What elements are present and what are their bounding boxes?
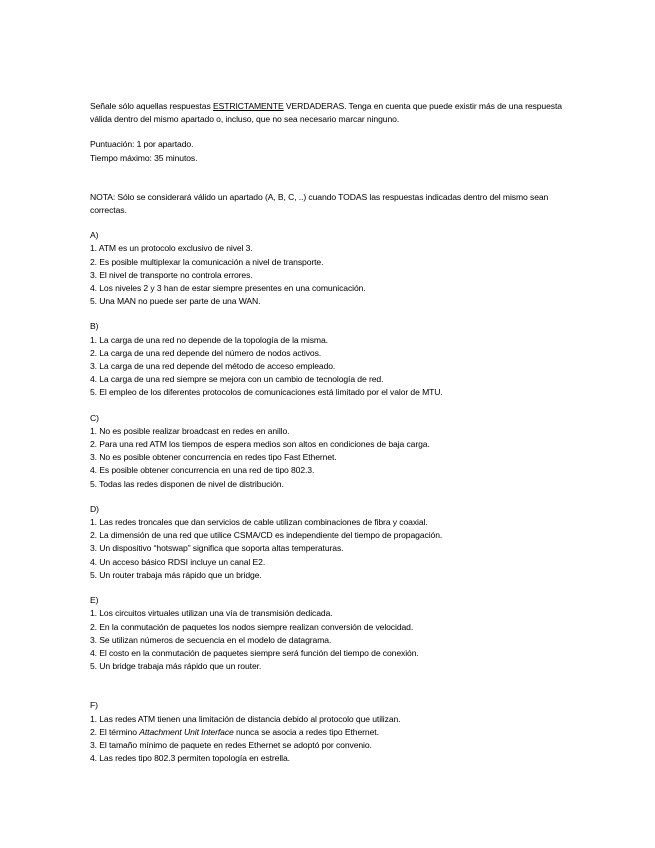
section-label: B) [90,321,99,332]
section-e [90,594,570,673]
list-item: 1. ATM es un protocolo exclusivo de nivel 3. [90,243,253,254]
list-item: 1. Los circuitos virtuales utilizan una vía de transmisión dedicada. [90,608,333,619]
list-item: 5. Un bridge trabaja más rápido que un router. [90,661,262,672]
list-item-text-start: 2. El término [90,726,140,737]
time-limit-line: Tiempo máximo: 35 minutos. [90,152,198,163]
list-item: 1. Las redes troncales que dan servicios de cable utilizan combinaciones de fibra y coaxial. [90,517,428,528]
list-item: 4. Un acceso básico RDSI incluye un canal E2. [90,556,266,567]
instructions-paragraph [90,100,570,126]
list-item: 2. La dimensión de una red que utilice CSMA/CD es independiente del tiempo de propagación. [90,530,443,541]
list-item: 3. Un dispositivo “hotswap” significa que soporta altas temperaturas. [90,543,344,554]
section-c [90,412,570,491]
list-item: 5. El empleo de los diferentes protocolos de comunicaciones está limitado por el valor de MTU. [90,387,443,398]
instructions-emphasis: ESTRICTAMENTE [212,101,284,111]
list-item: 2. La carga de una red depende del número de nodos activos. [90,347,322,358]
section-label: D) [90,503,99,514]
spacer [90,165,570,191]
section-f [90,699,570,765]
section-label: E) [90,595,99,606]
list-item: 2. Es posible multiplexar la comunicación a nivel de transporte. [90,256,324,267]
list-item: 4. Las redes tipo 802.3 permiten topología en estrella. [90,753,290,764]
list-item: 3. Se utilizan números de secuencia en el modelo de datagrama. [90,634,332,645]
list-item: 4. Los niveles 2 y 3 han de estar siempre presentes en una comunicación. [90,283,366,294]
list-item: 4. La carga de una red siempre se mejora con un cambio de tecnología de red. [90,374,384,385]
section-d [90,503,570,582]
spacer [90,400,570,412]
list-item: 5. Una MAN no puede ser parte de una WAN. [90,296,261,307]
list-item: 1. Las redes ATM tienen una limitación de distancia debido al protocolo que utilizan. [90,713,401,724]
spacer [90,582,570,594]
list-item: 1. La carga de una red no depende de la topología de la misma. [90,334,328,345]
note-paragraph: NOTA: Sólo se considerará válido un apartado (A, B, C, ..) cuando TODAS las respuestas indicadas dentro del mismo sean correctas. [90,191,549,216]
exam-content [90,100,570,765]
section-b [90,320,570,399]
list-item-italic-term: Attachment Unit Interface [139,726,234,737]
section-a [90,229,570,308]
spacer [90,491,570,503]
list-item: 5. Todas las redes disponen de nivel de distribución. [90,478,284,489]
spacer [90,308,570,320]
spacer [90,126,570,138]
list-item: 1. No es posible realizar broadcast en redes en anillo. [90,425,290,436]
list-item: 4. Es posible obtener concurrencia en una red de tipo 802.3. [90,465,315,476]
spacer [90,217,570,229]
list-item [90,726,570,739]
section-label: F) [90,700,98,711]
section-label: A) [90,230,99,241]
list-item: 3. La carga de una red depende del método de acceso empleado. [90,361,336,372]
list-item: 2. En la conmutación de paquetes los nodos siempre realizan conversión de velocidad. [90,621,414,632]
list-item: 4. El costo en la conmutación de paquetes siempre será función del tiempo de conexión. [90,647,419,658]
instructions-text-end: VERDADERAS. Tenga en cuenta que puede existir más de una respuesta válida dentro del mismo apartado o, incluso, que no sea necesario marcar ninguno. [90,101,562,125]
list-item: 3. El nivel de transporte no controla errores. [90,269,253,280]
list-item: 5. Un router trabaja más rápido que un bridge. [90,569,262,580]
section-label: C) [90,412,99,423]
instructions-text-start: Señale sólo aquellas respuestas [90,101,213,111]
spacer [90,673,570,699]
scoring-line: Puntuación: 1 por apartado. [90,139,194,150]
list-item: 3. No es posible obtener concurrencia en redes tipo Fast Ethernet. [90,452,337,463]
list-item: 2. Para una red ATM los tiempos de espera medios son altos en condiciones de baja carga. [90,439,430,450]
list-item-text-end: nunca se asocia a redes tipo Ethernet. [233,726,379,737]
list-item: 3. El tamaño mínimo de paquete en redes Ethernet se adoptó por convenio. [90,739,372,750]
